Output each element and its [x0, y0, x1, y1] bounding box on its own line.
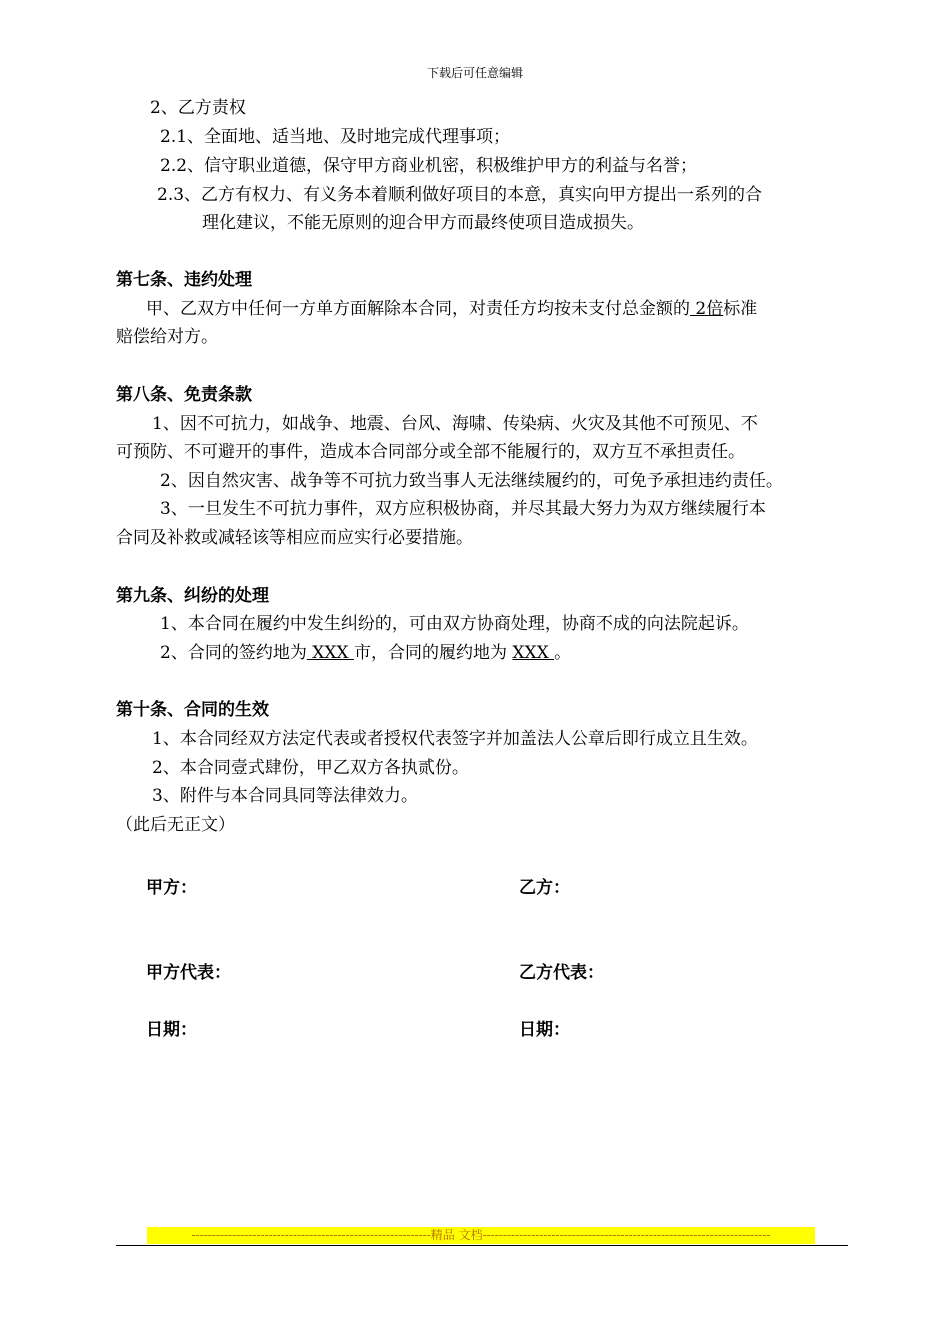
- article-8-p1-line1: 1、因不可抗力，如战争、地震、台风、海啸、传染病、火灾及其他不可预见、不: [152, 414, 758, 434]
- article-9-p2-end: 。: [554, 643, 572, 663]
- article-10-title: 第十条、合同的生效: [116, 700, 269, 720]
- performance-place-blank: XXX: [512, 643, 555, 663]
- article-8-p3-line2: 合同及补救或减轻该等相应而应实行必要措施。: [116, 528, 473, 548]
- party-b-item-2-3-line2: 理化建议，不能无原则的迎合甲方而最终使项目造成损失。: [202, 213, 644, 233]
- party-b-date-label: 日期：: [519, 1020, 570, 1040]
- article-9-p2-mid: 市，合同的履约地为: [353, 643, 513, 663]
- article-7-line1: [146, 298, 757, 320]
- penalty-multiple-blank: 2倍: [690, 299, 724, 319]
- party-b-item-2-3-line1: 2.3、乙方有权力、有义务本着顺利做好项目的本意，真实向甲方提出一系列的合: [157, 185, 763, 205]
- party-a-rep-label: 甲方代表：: [146, 963, 231, 983]
- end-note: （此后无正文）: [116, 815, 235, 835]
- article-7-title: 第七条、违约处理: [116, 270, 252, 290]
- article-9-p1: 1、本合同在履约中发生纠纷的，可由双方协商处理，协商不成的向法院起诉。: [160, 614, 749, 634]
- article-9-title: 第九条、纠纷的处理: [116, 586, 269, 606]
- article-9-p2: [160, 642, 571, 664]
- article-8-p2: 2、因自然灾害、战争等不可抗力致当事人无法继续履约的，可免予承担违约责任。: [160, 471, 783, 491]
- article-10-p3: 3、附件与本合同具同等法律效力。: [152, 786, 418, 806]
- footer-divider: [116, 1245, 848, 1246]
- article-7-text-end: 标准: [723, 299, 758, 319]
- article-8-p3-line1: 3、一旦发生不可抗力事件，双方应积极协商，并尽其最大努力为双方继续履行本: [160, 499, 766, 519]
- party-b-rep-label: 乙方代表：: [519, 963, 604, 983]
- footer-banner: -----------------------------------------------------------精品 文档-----------------------------------------------------------------------: [147, 1227, 815, 1244]
- article-7-line2: 赔偿给对方。: [116, 327, 218, 347]
- party-b-label: 乙方：: [519, 878, 570, 898]
- party-a-label: 甲方：: [146, 878, 197, 898]
- signing-place-blank: XXX: [306, 643, 354, 663]
- article-8-title: 第八条、免责条款: [116, 385, 252, 405]
- article-10-p1: 1、本合同经双方法定代表或者授权代表签字并加盖法人公章后即行成立且生效。: [152, 729, 758, 749]
- article-9-p2-text: 2、合同的签约地为: [160, 643, 307, 663]
- party-b-item-2-1: 2.1、全面地、适当地、及时地完成代理事项；: [160, 127, 511, 147]
- party-b-rights-heading: 2、乙方责权: [150, 98, 246, 118]
- page-header: 下载后可任意编辑: [426, 66, 523, 80]
- article-10-p2: 2、本合同壹式肆份，甲乙双方各执贰份。: [152, 758, 469, 778]
- party-b-item-2-2: 2.2、信守职业道德，保守甲方商业机密，积极维护甲方的利益与名誉；: [160, 156, 698, 176]
- article-7-text: 甲、乙双方中任何一方单方面解除本合同，对责任方均按未支付总金额的: [146, 299, 690, 319]
- article-8-p1-line2: 可预防、不可避开的事件，造成本合同部分或全部不能履行的，双方互不承担责任。: [116, 442, 745, 462]
- party-a-date-label: 日期：: [146, 1020, 197, 1040]
